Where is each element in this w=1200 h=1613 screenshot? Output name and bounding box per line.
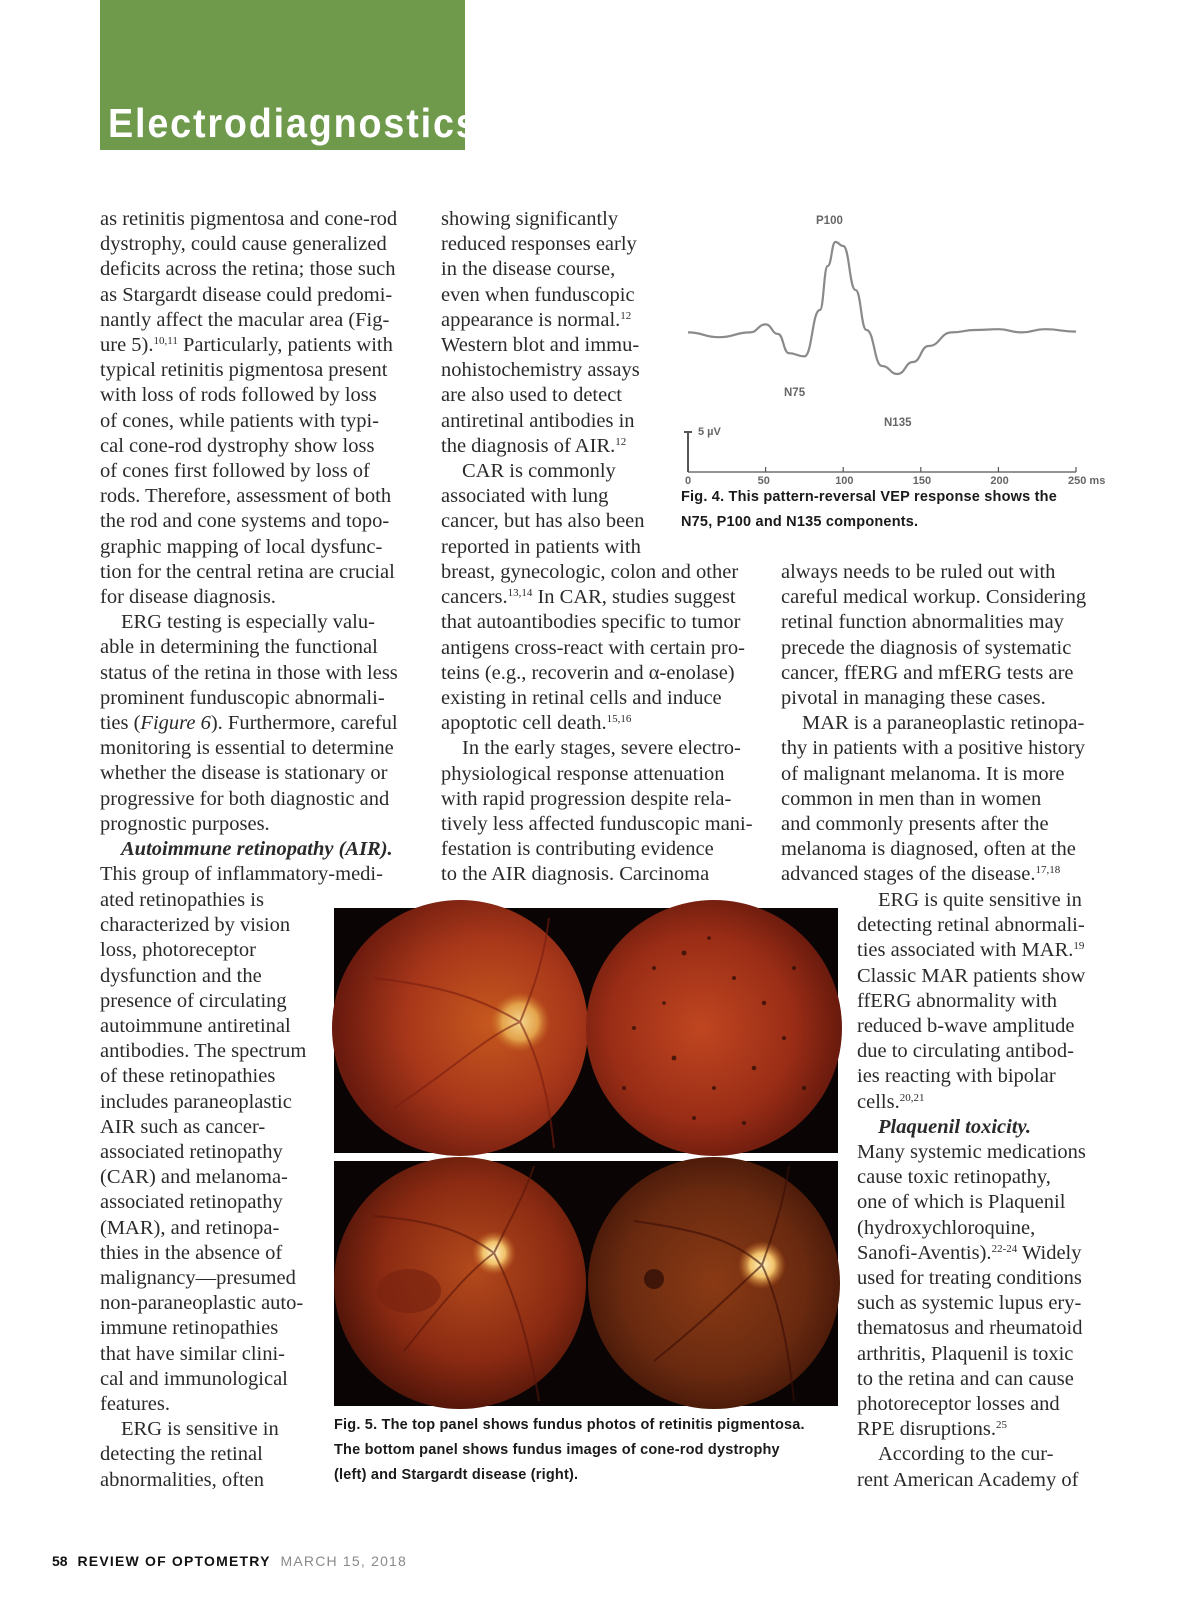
text-run: appearance is normal. bbox=[441, 308, 621, 331]
vep-waveform-line bbox=[688, 242, 1076, 374]
text-line bbox=[857, 1241, 1112, 1266]
text-line: as retinitis pigmentosa and cone-rod bbox=[100, 208, 398, 230]
text-line: deficits across the retina; those such bbox=[100, 258, 396, 281]
citation: 17,18 bbox=[1035, 864, 1061, 877]
citation: 13,14 bbox=[507, 587, 533, 600]
text-line: photoreceptor losses and bbox=[857, 1393, 1060, 1416]
text-run: the diagnosis of AIR. bbox=[441, 434, 616, 457]
text-line: careful medical workup. Considering bbox=[781, 586, 1087, 609]
text-line: typical retinitis pigmentosa present bbox=[100, 359, 388, 382]
text-line bbox=[100, 333, 430, 358]
subheading-plaquenil: Plaquenil toxicity. bbox=[878, 1115, 1031, 1138]
text-line: detecting retinal abnormali- bbox=[857, 914, 1085, 937]
text-line: whether the disease is stationary or bbox=[100, 762, 388, 785]
text-line: prominent funduscopic abnormali- bbox=[100, 686, 385, 709]
issue-date: MARCH 15, 2018 bbox=[280, 1553, 408, 1569]
text-run: Particularly, patients with bbox=[177, 334, 393, 357]
text-line: cancer, ffERG and mfERG tests are bbox=[781, 661, 1074, 684]
text-line: to the AIR diagnosis. Carcinoma bbox=[441, 863, 710, 886]
text-line: cal cone-rod dystrophy show loss bbox=[100, 434, 375, 457]
text-line: associated retinopathy bbox=[100, 1191, 283, 1214]
text-line: In the early stages, severe electro- bbox=[462, 737, 741, 760]
text-line: associated with lung bbox=[441, 485, 609, 508]
text-line: reduced responses early bbox=[441, 233, 637, 256]
text-line: CAR is commonly bbox=[462, 460, 616, 483]
text-line: showing significantly bbox=[441, 208, 619, 230]
caption-line: (left) and Stargardt disease (right). bbox=[334, 1467, 579, 1483]
column-2-top bbox=[441, 207, 661, 560]
text-line: in the disease course, bbox=[441, 258, 616, 281]
text-line: that autoantibodies specific to tumor bbox=[441, 611, 741, 634]
text-line: associated retinopathy bbox=[100, 1141, 283, 1164]
text-line: physiological response attenuation bbox=[441, 762, 725, 785]
text-line: ERG testing is especially valu- bbox=[121, 611, 375, 634]
citation: 19 bbox=[1073, 940, 1085, 953]
x-tick-label: 0 bbox=[685, 475, 692, 487]
label-p100: P100 bbox=[816, 215, 843, 227]
caption-line: N75, P100 and N135 components. bbox=[681, 514, 919, 530]
text-line bbox=[441, 711, 761, 736]
text-line: nantly affect the macular area (Fig- bbox=[100, 308, 390, 331]
vep-chart bbox=[684, 214, 1106, 487]
text-line bbox=[857, 1417, 1112, 1442]
caption-line: Fig. 4. This pattern-reversal VEP response shows the bbox=[681, 489, 1057, 505]
text-line: existing in retinal cells and induce bbox=[441, 687, 722, 710]
text-line: breast, gynecologic, colon and other bbox=[441, 561, 739, 583]
text-line: of cones, while patients with typi- bbox=[100, 409, 379, 432]
text-line: with loss of rods followed by loss bbox=[100, 384, 377, 407]
fig4-caption bbox=[681, 485, 1101, 535]
text-run: ties ( bbox=[100, 712, 141, 735]
text-line: dysfunction and the bbox=[100, 964, 262, 987]
fovea-spot bbox=[644, 1269, 664, 1289]
x-tick-label: 200 bbox=[990, 475, 1009, 487]
text-run: Sanofi-Aventis). bbox=[857, 1241, 992, 1264]
text-line: dystrophy, could cause generalized bbox=[100, 233, 387, 256]
text-line: that have similar clini- bbox=[100, 1342, 286, 1365]
text-line: autoimmune antiretinal bbox=[100, 1015, 291, 1038]
text-run: cells. bbox=[857, 1090, 900, 1113]
text-run: cancers. bbox=[441, 586, 508, 609]
text-line bbox=[441, 585, 761, 610]
text-line: thies in the absence of bbox=[100, 1241, 283, 1264]
text-line: MAR is a paraneoplastic retinopa- bbox=[802, 712, 1085, 735]
text-line: AIR such as cancer- bbox=[100, 1115, 266, 1138]
text-line bbox=[857, 1090, 1112, 1115]
page-footer bbox=[52, 1553, 407, 1569]
column-1-bottom bbox=[100, 888, 325, 1493]
text-line: cancer, but has also been bbox=[441, 510, 645, 533]
text-line: loss, photoreceptor bbox=[100, 939, 256, 962]
text-line: the rod and cone systems and topo- bbox=[100, 510, 390, 533]
citation: 12 bbox=[620, 309, 632, 322]
text-line bbox=[441, 308, 661, 333]
text-line: tively less affected funduscopic mani- bbox=[441, 813, 753, 836]
subheading-air: Autoimmune retinopathy (AIR). bbox=[121, 838, 393, 861]
text-line: non-paraneoplastic auto- bbox=[100, 1292, 304, 1315]
text-line: with rapid progression despite rela- bbox=[441, 787, 732, 810]
page-number: 58 bbox=[52, 1553, 68, 1569]
fig5-caption bbox=[334, 1413, 844, 1488]
text-line: Western blot and immu- bbox=[441, 334, 640, 357]
text-line: prognostic purposes. bbox=[100, 812, 270, 835]
text-line: (CAR) and melanoma- bbox=[100, 1166, 288, 1189]
text-line: antigens cross-react with certain pro- bbox=[441, 636, 745, 659]
x-tick-label: 150 bbox=[912, 475, 932, 487]
text-line: cause toxic retinopathy, bbox=[857, 1166, 1051, 1189]
text-line: one of which is Plaquenil bbox=[857, 1191, 1066, 1214]
text-line: for disease diagnosis. bbox=[100, 586, 276, 609]
text-run: advanced stages of the disease. bbox=[781, 863, 1036, 886]
text-line bbox=[781, 862, 1111, 887]
text-line: monitoring is essential to determine bbox=[100, 737, 394, 760]
text-line: According to the cur- bbox=[878, 1443, 1054, 1466]
section-title: Electrodiagnostics bbox=[108, 100, 479, 146]
text-line: even when funduscopic bbox=[441, 283, 635, 306]
text-line: presence of circulating bbox=[100, 989, 287, 1012]
text-run: apoptotic cell death. bbox=[441, 712, 607, 735]
text-run: ). Furthermore, careful bbox=[210, 712, 398, 735]
text-line: of malignant melanoma. It is more bbox=[781, 762, 1065, 785]
text-line: ated retinopathies is bbox=[100, 889, 264, 911]
caption-line: Fig. 5. The top panel shows fundus photos of retinitis pigmentosa. bbox=[334, 1417, 805, 1433]
text-line: status of the retina in those with less bbox=[100, 661, 398, 684]
text-line: used for treating conditions bbox=[857, 1267, 1082, 1290]
citation: 10,11 bbox=[153, 335, 178, 348]
text-run: RPE disruptions. bbox=[857, 1418, 996, 1441]
text-line: features. bbox=[100, 1393, 170, 1416]
text-line: (hydroxychloroquine, bbox=[857, 1216, 1036, 1239]
text-line: Classic MAR patients show bbox=[857, 964, 1086, 987]
text-line: are also used to detect bbox=[441, 384, 623, 407]
text-line: immune retinopathies bbox=[100, 1317, 279, 1340]
text-line: and commonly presents after the bbox=[781, 813, 1049, 836]
caption-line: The bottom panel shows fundus images of cone-rod dystrophy bbox=[334, 1442, 780, 1458]
macular-lesion bbox=[377, 1269, 441, 1313]
text-line: progressive for both diagnostic and bbox=[100, 787, 390, 810]
text-run: Widely bbox=[1017, 1241, 1082, 1264]
citation: 20,21 bbox=[899, 1091, 925, 1104]
text-line: pivotal in managing these cases. bbox=[781, 687, 1046, 710]
text-line: thematosus and rheumatoid bbox=[857, 1317, 1083, 1340]
text-line: rods. Therefore, assessment of both bbox=[100, 485, 392, 508]
text-line: reported in patients with bbox=[441, 535, 641, 558]
text-run: ties associated with MAR. bbox=[857, 939, 1074, 962]
text-line: characterized by vision bbox=[100, 914, 291, 937]
text-line: ies reacting with bipolar bbox=[857, 1065, 1056, 1088]
x-tick-group bbox=[685, 467, 1105, 487]
text-line: tion for the central retina are crucial bbox=[100, 560, 395, 583]
text-line: retinal function abnormalities may bbox=[781, 611, 1064, 634]
text-line: teins (e.g., recoverin and α-enolase) bbox=[441, 661, 735, 684]
text-line: abnormalities, often bbox=[100, 1468, 264, 1491]
text-line: antiretinal antibodies in bbox=[441, 409, 635, 432]
text-line: malignancy—presumed bbox=[100, 1267, 296, 1290]
text-line: of these retinopathies bbox=[100, 1065, 276, 1088]
text-line bbox=[857, 938, 1112, 963]
citation: 12 bbox=[615, 435, 627, 448]
text-line: ERG is quite sensitive in bbox=[878, 889, 1082, 911]
magazine-name: REVIEW OF OPTOMETRY bbox=[77, 1553, 271, 1569]
text-line: arthritis, Plaquenil is toxic bbox=[857, 1342, 1074, 1365]
column-2-bottom bbox=[441, 560, 761, 888]
text-line: antibodies. The spectrum bbox=[100, 1040, 307, 1063]
text-line bbox=[441, 434, 661, 459]
fundus-rp-right bbox=[586, 900, 842, 1156]
text-run: In CAR, studies suggest bbox=[532, 586, 736, 609]
fundus-panel-top bbox=[334, 908, 838, 1153]
text-line: such as systemic lupus ery- bbox=[857, 1292, 1082, 1315]
text-line: of cones first followed by loss of bbox=[100, 460, 370, 483]
column-1-top bbox=[100, 207, 430, 887]
x-tick-label: 100 bbox=[835, 475, 854, 487]
text-line: festation is contributing evidence bbox=[441, 838, 714, 861]
text-line: graphic mapping of local dysfunc- bbox=[100, 535, 383, 558]
column-3-top bbox=[781, 560, 1111, 888]
text-line: able in determining the functional bbox=[100, 636, 378, 659]
text-line: thy in patients with a positive history bbox=[781, 737, 1086, 760]
text-line: reduced b-wave amplitude bbox=[857, 1015, 1075, 1038]
text-line: melanoma is diagnosed, often at the bbox=[781, 838, 1076, 861]
citation: 25 bbox=[995, 1419, 1007, 1432]
text-line: as Stargardt disease could predomi- bbox=[100, 283, 393, 306]
fundus-stargardt-right bbox=[588, 1157, 840, 1409]
text-line: due to circulating antibod- bbox=[857, 1040, 1074, 1063]
citation: 22-24 bbox=[991, 1242, 1018, 1255]
x-tick-label: 250 ms bbox=[1068, 475, 1106, 487]
text-line bbox=[100, 711, 430, 736]
text-line: cal and immunological bbox=[100, 1367, 288, 1390]
text-line: detecting the retinal bbox=[100, 1443, 263, 1466]
text-line: precede the diagnosis of systematic bbox=[781, 636, 1072, 659]
scale-label: 5 µV bbox=[698, 426, 721, 438]
label-n135: N135 bbox=[884, 417, 912, 429]
x-tick-label: 50 bbox=[757, 475, 770, 487]
text-line: to the retina and can cause bbox=[857, 1367, 1074, 1390]
citation: 15,16 bbox=[606, 713, 632, 726]
text-line: rent American Academy of bbox=[857, 1468, 1079, 1491]
text-run: ure 5). bbox=[100, 334, 154, 357]
text-line: ffERG abnormality with bbox=[857, 989, 1058, 1012]
text-line: (MAR), and retinopa- bbox=[100, 1216, 280, 1239]
label-n75: N75 bbox=[784, 387, 806, 399]
column-3-bottom bbox=[857, 888, 1112, 1493]
vep-figure bbox=[684, 214, 1106, 487]
text-line: common in men than in women bbox=[781, 787, 1042, 810]
text-line: includes paraneoplastic bbox=[100, 1090, 292, 1113]
fundus-panel-bottom bbox=[334, 1161, 838, 1406]
figure-ref: Figure 6 bbox=[140, 712, 211, 735]
text-line: always needs to be ruled out with bbox=[781, 561, 1056, 583]
text-line: nohistochemistry assays bbox=[441, 359, 640, 382]
text-line: This group of inflammatory-medi- bbox=[100, 863, 383, 886]
text-line: ERG is sensitive in bbox=[121, 1418, 279, 1441]
text-line: Many systemic medications bbox=[857, 1141, 1086, 1164]
